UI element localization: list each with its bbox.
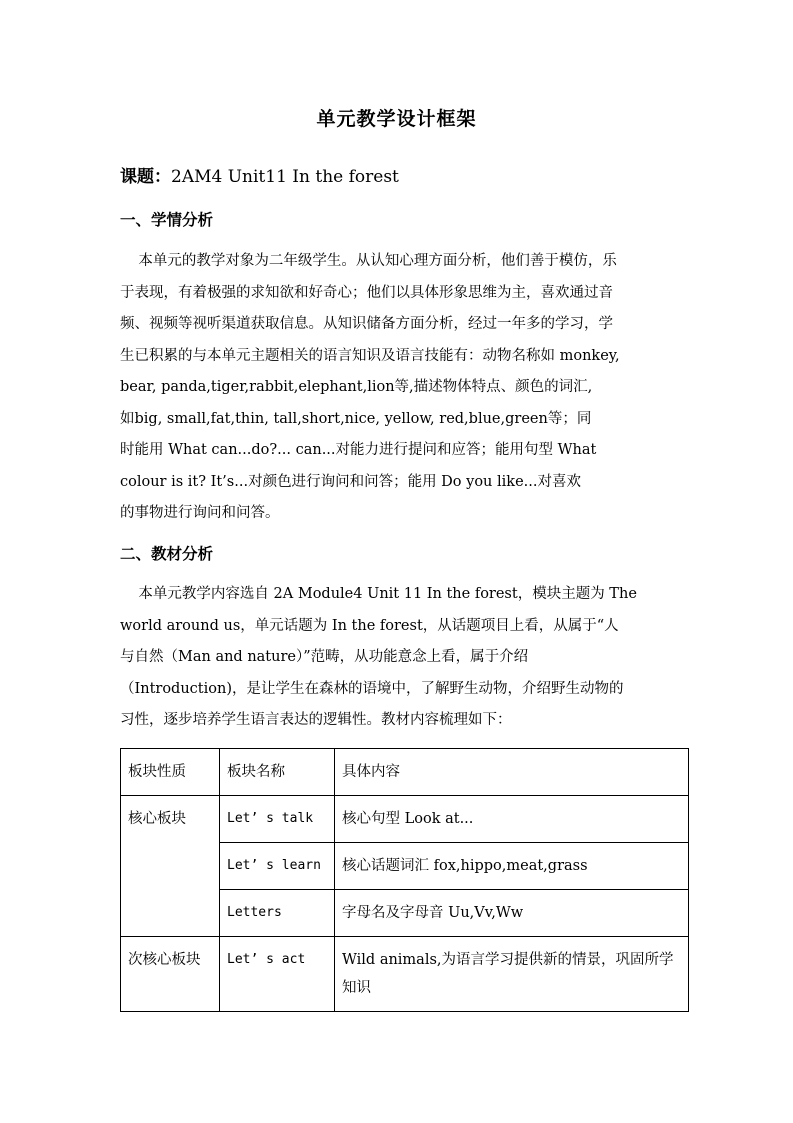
topic-label: 课题： (120, 167, 171, 187)
section-2-heading: 二、教材分析 (120, 544, 214, 563)
section-1-heading: 一、学情分析 (120, 210, 214, 229)
table-cell: 核心句型 Look at... (335, 796, 689, 843)
paragraph-line: bear, panda,tiger,rabbit,elephant,lion等,描述物体特点、颜色的词汇, (120, 379, 593, 395)
paragraph-line: 如big, small,fat,thin, tall,short,nice, yellow, red,blue,green等；同 (120, 410, 592, 427)
topic-line (120, 162, 399, 187)
table-cell: Let’ s learn (220, 843, 335, 890)
section-1-paragraph (120, 246, 680, 530)
paragraph-line: 本单元的教学对象为二年级学生。从认知心理方面分析，他们善于模仿，乐 (120, 253, 617, 269)
paragraph-line: 的事物进行询问和问答。 (120, 505, 280, 521)
paragraph-line: world around us，单元话题为 In the forest，从话题项目上看，从属于“人 (120, 617, 619, 634)
table-cell: Let’ s talk (220, 796, 335, 843)
paragraph-line: 习性，逐步培养学生语言表达的逻辑性。教材内容梳理如下： (120, 712, 512, 728)
table-cell: 字母名及字母音 Uu,Vv,Ww (335, 890, 689, 937)
table-cell: 次核心板块 (121, 937, 220, 1012)
table-cell: Letters (220, 890, 335, 937)
table-header-cell: 板块名称 (220, 749, 335, 796)
table-cell: Wild animals,为语言学习提供新的情景，巩固所学知识 (335, 937, 689, 1012)
paragraph-line: 频、视频等视听渠道获取信息。从知识储备方面分析，经过一年多的学习，学 (120, 316, 613, 332)
table-cell: 核心话题词汇 fox,hippo,meat,grass (335, 843, 689, 890)
paragraph-line: 时能用 What can...do?... can...对能力进行提问和应答；能用句型 What (120, 442, 597, 458)
table-row (121, 937, 689, 1012)
table-cell: 核心板块 (121, 796, 220, 937)
section-2-paragraph (120, 579, 680, 737)
paragraph-line: 与自然（Man and nature）”范畴，从功能意念上看，属于介绍 (120, 649, 529, 665)
table-header-cell: 板块性质 (121, 749, 220, 796)
content-table (120, 748, 689, 1012)
paragraph-line: 本单元教学内容选自 2A Module4 Unit 11 In the forest，模块主题为 The (120, 586, 637, 602)
table-header-row (121, 749, 689, 796)
table-header-cell: 具体内容 (335, 749, 689, 796)
table-cell: Let’ s act (220, 937, 335, 1012)
page-title: 单元教学设计框架 (316, 108, 477, 130)
paragraph-line: （Introduction)，是让学生在森林的语境中，了解野生动物，介绍野生动物的 (120, 680, 624, 697)
paragraph-line: colour is it? It’s...对颜色进行询问和问答；能用 Do you like...对喜欢 (120, 473, 581, 490)
table-row (121, 796, 689, 843)
paragraph-line: 生已积累的与本单元主题相关的语言知识及语言技能有：动物名称如 monkey, (120, 347, 620, 364)
paragraph-line: 于表现，有着极强的求知欲和好奇心；他们以具体形象思维为主，喜欢通过音 (120, 284, 613, 301)
topic-value: 2AM4 Unit11 In the forest (171, 167, 399, 187)
